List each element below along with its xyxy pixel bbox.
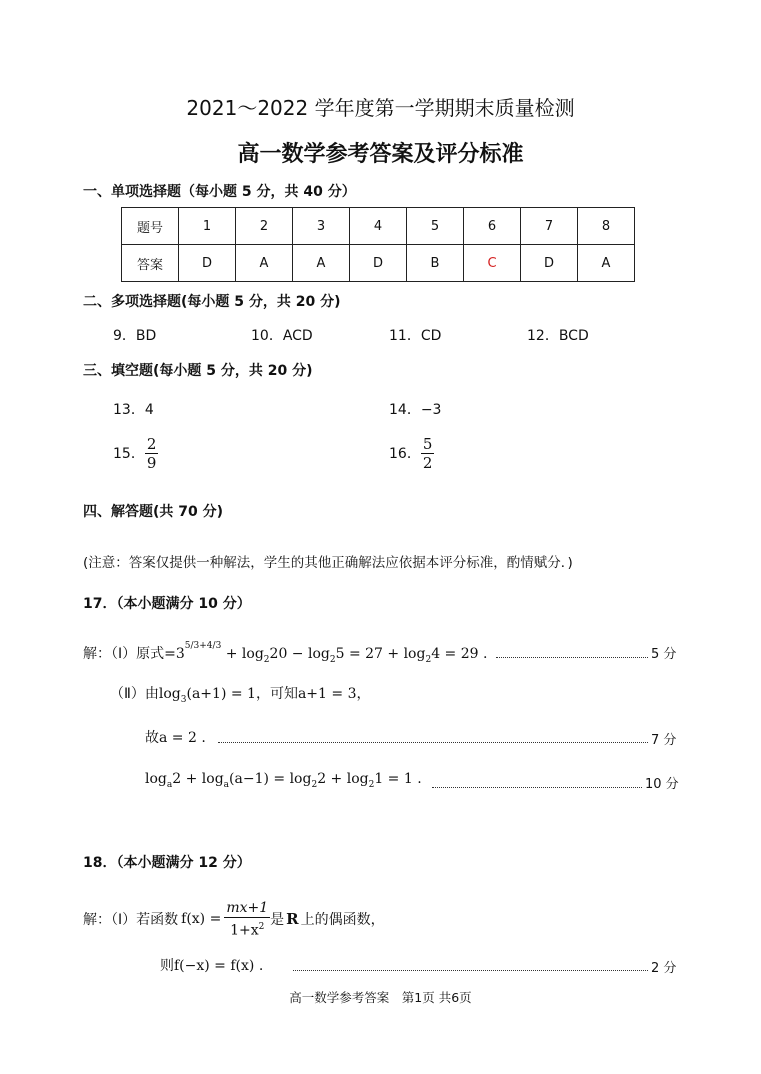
section3-title: 三、填空题(每小题 5 分，共 20 分) [83, 363, 313, 379]
question-number: 1 [179, 208, 236, 245]
question-number: 3 [293, 208, 350, 245]
q17-title: 17．（本小题满分 10 分） [83, 596, 251, 612]
q18-fraction-denominator: $1+x^2$ [230, 921, 265, 939]
fill-answer-15 [113, 433, 158, 473]
fill-answer-14: 14．−3 [389, 402, 442, 418]
q17-line3 [145, 727, 206, 747]
answer-cell: A [236, 245, 293, 282]
q18-line1 [83, 897, 385, 941]
q17-score-10: 10 分 [645, 777, 679, 792]
question-number: 5 [407, 208, 464, 245]
q17-comma: ， [356, 686, 371, 702]
dot-leader [218, 742, 648, 743]
q18-fraction [224, 899, 270, 940]
q17-part1-formula: $=3^{5/3+4/3} + \log_220 - \log_25 = 27 + \log_24 = 29$ . [164, 641, 488, 665]
exam-title: 2021～2022 学年度第一学期期末质量检测 [186, 96, 575, 120]
fill-label-16: 16． [389, 446, 421, 462]
question-number: 2 [236, 208, 293, 245]
question-row [122, 208, 635, 245]
answer-cell: D [350, 245, 407, 282]
section4-title: 四、解答题(共 70 分) [83, 504, 224, 520]
q17-part2-label: （Ⅱ）由 [110, 686, 159, 702]
grading-note: (注意：答案仅提供一种解法，学生的其他正确解法应依据本评分标准，酌情赋分．) [83, 555, 573, 571]
q18-score-2: 2 分 [651, 961, 677, 976]
q17-score-7: 7 分 [651, 733, 677, 748]
q17-line1 [83, 641, 487, 665]
q17-line4-formula: $\log_a2 + \log_a(a-1) = \log_22 + \log_21 = 1$ . [145, 771, 422, 790]
mc-answer-9: 9．BD [113, 328, 157, 344]
q18-is: 是 [270, 912, 285, 928]
fraction-denominator: 9 [146, 453, 157, 472]
answer-cell: D [521, 245, 578, 282]
question-number: 6 [464, 208, 521, 245]
answer-key-title: 高一数学参考答案及评分标准 [237, 142, 524, 167]
answer-cell: D [179, 245, 236, 282]
mc-answer-10: 10．ACD [251, 328, 313, 344]
q18-fx-equals: f(x) = [181, 911, 222, 927]
answer-row [122, 245, 635, 282]
section1-title: 一、单项选择题（每小题 5 分，共 40 分） [83, 184, 356, 200]
dot-leader [293, 970, 648, 971]
answer-cell: A [578, 245, 635, 282]
q17-formula-a-plus-1: a+1 = 3 [297, 686, 357, 702]
fraction-denominator: 2 [422, 453, 433, 472]
q18-line2 [160, 955, 263, 975]
answer-cell: B [407, 245, 464, 282]
fraction-numerator: 2 [146, 434, 157, 453]
fraction-2-9 [145, 435, 159, 472]
mc-answer-12: 12．BCD [527, 328, 589, 344]
q18-title: 18．（本小题满分 12 分） [83, 855, 251, 871]
q17-line2 [110, 683, 370, 705]
real-numbers-symbol: R [286, 910, 299, 928]
fraction-5-2 [421, 435, 435, 472]
question-number: 4 [350, 208, 407, 245]
fill-label-15: 15． [113, 446, 145, 462]
row-label-question: 题号 [122, 208, 179, 245]
dot-leader [496, 657, 648, 658]
row-label-answer: 答案 [122, 245, 179, 282]
fill-answer-16 [389, 433, 434, 473]
question-number: 8 [578, 208, 635, 245]
q17-formula-log3: $\log_3(a+1) = 1$ [158, 686, 256, 705]
q18-formula-even: f(−x) = f(x) . [174, 958, 264, 974]
answer-cell: A [293, 245, 350, 282]
answer-table [121, 207, 635, 282]
q17-formula-a-equals-2: a = 2 . [159, 730, 206, 746]
mc-answer-11: 11．CD [389, 328, 442, 344]
q18-even-function: 上的偶函数， [300, 912, 385, 928]
section2-title: 二、多项选择题(每小题 5 分，共 20 分) [83, 294, 341, 310]
dot-leader [432, 787, 642, 788]
q17-part1-label: 解：（Ⅰ）原式 [83, 646, 165, 662]
q17-knowing: ，可知 [255, 686, 298, 702]
q18-fraction-numerator: mx+1 [226, 899, 269, 916]
answer-cell-highlighted: C [464, 245, 521, 282]
question-number: 7 [521, 208, 578, 245]
q18-part1-label: 解：（Ⅰ）若函数 [83, 912, 179, 928]
page-footer: 高一数学参考答案 第1页 共6页 [289, 990, 472, 1005]
q17-score-5: 5 分 [651, 647, 677, 662]
q17-therefore: 故 [145, 730, 159, 746]
fill-answer-13: 13．4 [113, 402, 154, 418]
fraction-numerator: 5 [422, 434, 433, 453]
q18-then: 则 [160, 958, 174, 974]
